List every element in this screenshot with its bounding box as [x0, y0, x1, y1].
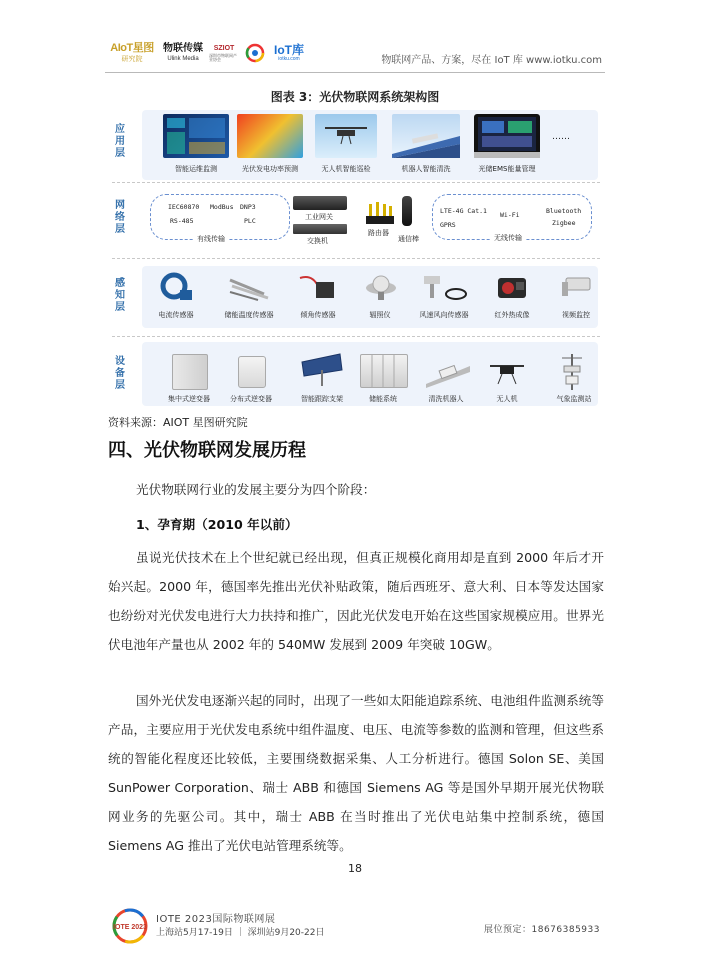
wired-protocol-rs485: RS-485 — [170, 217, 194, 225]
ulink-media-logo: 物联传媒 Ulink Media — [163, 43, 203, 62]
paragraph-1: 虽说光伏技术在上个世纪就已经出现，但真正规模化商用却是直到 2000 年后才开始兴起。2000 年，德国率先推出光伏补贴政策，随后西班牙、意大利、日本等发达国家也纷纷对光伏发电进行大力扶持和推广，因此光伏发电开始在这些国家规模应用。世界光伏电池年产量也从 2002 年的 540MW 发展到 2009 年突破 10GW。 — [108, 550, 604, 652]
sensing-item-3: 辐照仪 — [369, 311, 391, 319]
wireless-protocol-zigbee: Zigbee — [552, 219, 576, 227]
infrared-camera-image — [494, 272, 530, 302]
layer-label-sensing: 感知层 — [115, 278, 125, 313]
wireless-protocol-gprs: GPRS — [440, 221, 456, 229]
cleaning-robot-device-image — [426, 354, 470, 388]
video-camera-image — [560, 272, 594, 302]
app-item-4: 光储EMS能量管理 — [478, 165, 536, 173]
device-item-2: 智能跟踪支架 — [301, 395, 343, 403]
irradiance-meter-image — [364, 272, 398, 302]
application-ellipsis: …… — [552, 132, 570, 142]
wired-protocol-plc: PLC — [244, 217, 256, 225]
drone-device-image — [486, 356, 528, 386]
sensing-item-2: 倾角传感器 — [300, 311, 336, 319]
sziot-logo: SZIOT 深圳市物联网产业协会 — [209, 44, 237, 62]
sensing-item-0: 电流传感器 — [158, 311, 194, 319]
header-slogan: 物联网产品、方案，尽在 IoT 库 www.iotku.com — [381, 55, 602, 66]
paragraph-2: 国外光伏发电逐渐兴起的同时，出现了一些如太阳能追踪系统、电池组件监测系统等产品，主要应用于光伏发电系统中组件温度、电压、电流等参数的监测和管理，但这些系统的智能化程度还比较低，主要围绕数据采集、人工分析进行。德国 Solon SE、美国 SunPower Corporation、瑞士 ABB 和德国 Siemens AG 等是国外早期开展光伏物联网业务的先驱公司。其中，瑞士 ABB 在当时推出了光伏电站集中控制系统，德国 Siemens AG 推出了光伏电站管理系统等。 — [108, 693, 604, 853]
cleaning-robot-image — [392, 114, 460, 158]
router-image — [366, 202, 394, 224]
storage-system-image — [360, 354, 408, 388]
wired-transmission-label: 有线传输 — [193, 234, 229, 244]
iotku-logo: IoT库 iotku.com — [274, 43, 304, 62]
section-heading: 四、光伏物联网发展历程 — [108, 440, 306, 461]
figure-title: 图表 3：光伏物联网系统架构图 — [270, 90, 440, 104]
distributed-inverter-image — [238, 356, 266, 388]
subsection-heading: 1、孕育期（2010 年以前） — [136, 517, 298, 532]
sensing-item-4: 风速风向传感器 — [419, 311, 469, 319]
iote-logo-text: IOTE 2023 — [113, 924, 147, 931]
network-device-switch: 交换机 — [307, 237, 328, 245]
device-item-6: 气象监测站 — [556, 395, 592, 403]
sensing-item-5: 红外热成像 — [494, 311, 530, 319]
footer-expo-dates: 上海站5月17-19日 ｜ 深圳站9月20-22日 — [156, 928, 325, 938]
network-device-router: 路由器 — [368, 229, 389, 237]
layer-label-network: 网络层 — [115, 200, 125, 235]
device-item-1: 分布式逆变器 — [230, 395, 272, 403]
wireless-protocol-wifi: Wi-Fi — [500, 211, 520, 219]
header-divider — [105, 72, 605, 73]
wired-protocol-iec: IEC60870 — [168, 203, 200, 211]
layer-label-device: 设备层 — [115, 356, 125, 391]
wireless-protocol-bluetooth: Bluetooth — [546, 207, 582, 215]
layer-divider — [112, 258, 600, 259]
wired-protocol-modbus: ModBus — [210, 203, 234, 211]
wind-sensor-image — [420, 272, 468, 302]
device-item-0: 集中式逆变器 — [168, 395, 210, 403]
power-forecast-map-image — [237, 114, 303, 158]
tilt-sensor-image — [298, 272, 338, 302]
network-device-gateway: 工业网关 — [305, 213, 333, 221]
network-device-stick: 通信棒 — [398, 235, 419, 243]
tracker-mount-image — [300, 352, 344, 388]
footer-contact: 展位预定：18676385933 — [484, 925, 600, 935]
storage-temp-sensor-image — [228, 272, 270, 302]
central-inverter-image — [172, 354, 208, 390]
industrial-gateway-image — [293, 196, 347, 210]
device-item-4: 清洗机器人 — [428, 395, 464, 403]
weather-station-image — [552, 350, 592, 390]
wireless-transmission-label: 无线传输 — [490, 233, 526, 243]
ems-laptop-image — [474, 114, 540, 158]
layer-divider — [112, 182, 600, 183]
drone-inspection-image — [315, 114, 377, 158]
figure-source: 资料来源：AIOT 星图研究院 — [108, 416, 248, 429]
switch-image — [293, 224, 347, 234]
sensing-item-6: 视频监控 — [562, 311, 590, 319]
device-item-3: 储能系统 — [369, 395, 397, 403]
device-item-5: 无人机 — [496, 395, 518, 403]
current-sensor-image — [158, 272, 194, 302]
app-item-2: 无人机智能巡检 — [321, 165, 371, 173]
communication-stick-image — [402, 196, 412, 226]
layer-label-application: 应用层 — [115, 124, 125, 159]
ops-dashboard-image — [163, 114, 229, 158]
app-item-3: 机器人智能清洗 — [401, 165, 451, 173]
section-intro: 光伏物联网行业的发展主要分为四个阶段： — [136, 482, 376, 497]
iote-logo — [112, 908, 148, 944]
footer-expo-title: IOTE 2023国际物联网展 — [156, 914, 276, 925]
wired-protocol-dnp3: DNP3 — [240, 203, 256, 211]
app-item-0: 智能运维监测 — [175, 165, 217, 173]
layer-divider — [112, 336, 600, 337]
sensing-item-1: 储能温度传感器 — [224, 311, 274, 319]
page-number: 18 — [348, 862, 362, 875]
app-item-1: 光伏发电功率预测 — [242, 165, 298, 173]
wireless-protocol-lte: LTE-4G Cat.1 — [440, 207, 487, 215]
aiot-logo: AIoT星图 研究院 — [110, 42, 154, 63]
ring-logo-icon — [244, 38, 266, 68]
